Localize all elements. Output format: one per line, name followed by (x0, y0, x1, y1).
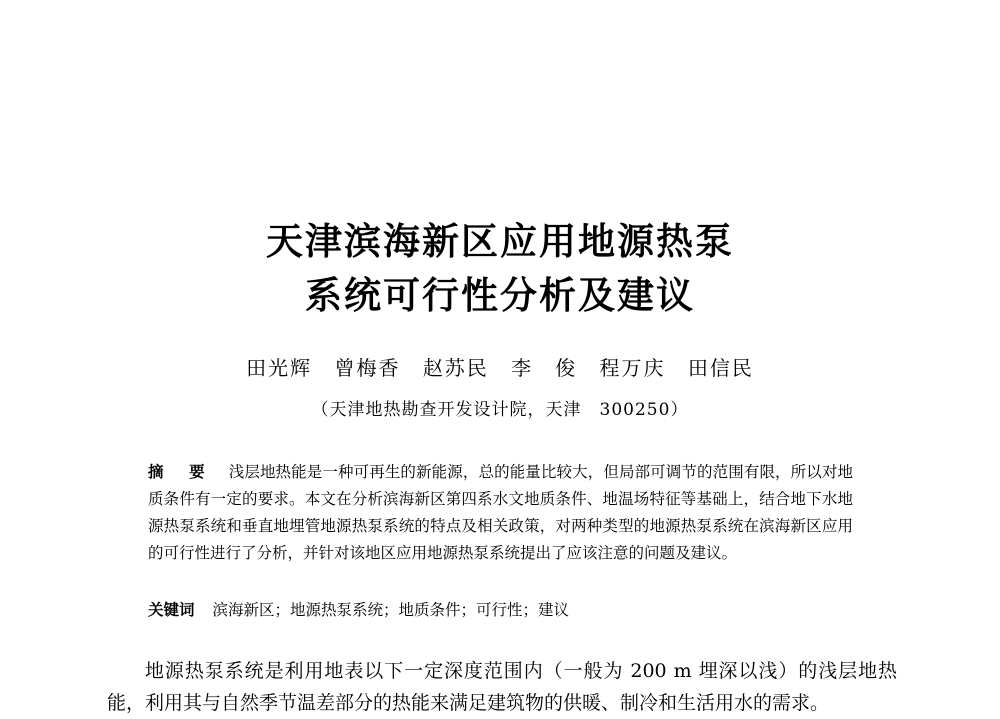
keywords (148, 596, 853, 624)
author-name: 曾梅香 (334, 356, 401, 380)
keywords-label: 关键词 (148, 600, 195, 619)
body-paragraph: 地源热泵系统是利用地表以下一定深度范围内（一般为 200 m 埋深以浅）的浅层地热能，利用其与自然季节温差部分的热能来满足建筑物的供暖、制冷和生活用水的需求。 (107, 660, 897, 714)
author-list (0, 356, 1000, 380)
abstract (148, 458, 853, 567)
keywords-text: 滨海新区；地源热泵系统；地质条件；可行性；建议 (212, 601, 570, 619)
abstract-label: 摘 要 (148, 462, 215, 481)
affiliation: （天津地热勘查开发设计院，天津 300250） (311, 400, 689, 420)
author-name: 田光辉 (246, 356, 313, 380)
paper-title-line-2: 系统可行性分析及建议 (305, 274, 695, 317)
paper-title-line-1: 天津滨海新区应用地源热泵 (266, 220, 734, 263)
author-name: 赵苏民 (422, 356, 489, 380)
abstract-text: 浅层地热能是一种可再生的新能源，总的能量比较大，但局部可调节的范围有限，所以对地质条件有一定的要求。本文在分析滨海新区第四系水文地质条件、地温场特征等基础上，结合地下水地源热泵系统和垂直地埋管地源热泵系统的特点及相关政策，对两种类型的地源热泵系统在滨海新区应用的可行性进行了分析，并针对该地区应用地源热泵系统提出了应该注意的问题及建议。 (148, 463, 853, 562)
author-name: 程万庆 (599, 356, 666, 380)
author-name: 田信民 (687, 356, 754, 380)
author-name: 李 俊 (511, 356, 578, 380)
